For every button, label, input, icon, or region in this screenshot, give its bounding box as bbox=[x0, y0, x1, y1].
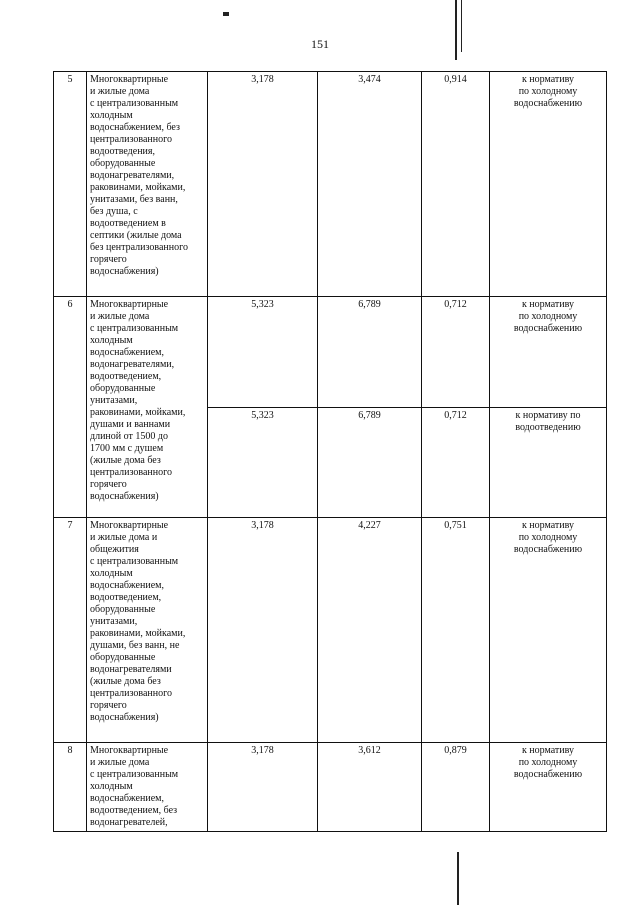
description-line: водоснабжением, bbox=[90, 347, 164, 358]
description-line: централизованного bbox=[90, 134, 172, 145]
note-line: водоснабжению bbox=[513, 544, 583, 555]
housing-description-cell bbox=[87, 743, 208, 832]
description-line: водонагревателями, bbox=[90, 170, 175, 181]
description-line: Многоквартирные bbox=[90, 74, 169, 85]
description-line: оборудованные bbox=[90, 383, 156, 394]
description-line: унитазами, без ванн, bbox=[90, 194, 178, 205]
scan-line-bottom bbox=[457, 852, 459, 905]
scan-line-top bbox=[455, 0, 457, 60]
row-number-cell: 6 bbox=[54, 297, 87, 518]
description-line: раковинами, мойками, bbox=[90, 407, 186, 418]
description-line: общежития bbox=[90, 544, 139, 555]
scan-line-top-2 bbox=[461, 0, 462, 52]
page-number: 151 bbox=[311, 37, 329, 51]
description-line: унитазами, bbox=[90, 395, 138, 406]
scan-speck bbox=[223, 12, 229, 16]
table-body bbox=[54, 72, 607, 832]
note-line: по холодному bbox=[518, 311, 578, 322]
description-line: холодным bbox=[90, 568, 133, 579]
description-line: длиной от 1500 до bbox=[90, 431, 168, 442]
description-line: водоснабжения) bbox=[90, 491, 159, 502]
description-line: водоснабжения) bbox=[90, 266, 159, 277]
description-line: водоотведением, bbox=[90, 371, 162, 382]
row-number-cell: 5 bbox=[54, 72, 87, 297]
note-line: к нормативу по bbox=[515, 410, 581, 421]
value-cell-3: 0,751 bbox=[422, 518, 490, 743]
value-cell-1: 3,178 bbox=[208, 743, 318, 832]
description-line: водонагревателей, bbox=[90, 817, 168, 828]
description-line: водонагревателями bbox=[90, 664, 172, 675]
note-line: водоснабжению bbox=[513, 769, 583, 780]
table-row bbox=[54, 72, 607, 297]
description-line: водоотведения, bbox=[90, 146, 155, 157]
description-line: водонагревателями, bbox=[90, 359, 175, 370]
description-line: Многоквартирные bbox=[90, 520, 169, 531]
description-line: горячего bbox=[90, 700, 127, 711]
description-line: оборудованные bbox=[90, 158, 156, 169]
description-line: холодным bbox=[90, 335, 133, 346]
note-cell bbox=[490, 743, 607, 832]
note-line: водоотведению bbox=[515, 422, 581, 433]
note-cell bbox=[490, 518, 607, 743]
value-cell-3: 0,712 bbox=[422, 297, 490, 408]
description-line: и жилые дома bbox=[90, 311, 150, 322]
description-line: оборудованные bbox=[90, 652, 156, 663]
description-line: Многоквартирные bbox=[90, 745, 169, 756]
value-cell-2: 6,789 bbox=[318, 297, 422, 408]
description-line: (жилые дома без bbox=[90, 676, 161, 687]
description-line: душами, без ванн, не bbox=[90, 640, 180, 651]
value-cell-2: 6,789 bbox=[318, 408, 422, 518]
description-line: горячего bbox=[90, 479, 127, 490]
note-line: к нормативу bbox=[521, 745, 575, 756]
note-cell bbox=[490, 297, 607, 408]
description-line: раковинами, мойками, bbox=[90, 182, 186, 193]
value-cell-3: 0,879 bbox=[422, 743, 490, 832]
description-line: водоотведением, bbox=[90, 592, 162, 603]
description-line: водоснабжением, без bbox=[90, 122, 180, 133]
description-line: водоснабжением, bbox=[90, 793, 164, 804]
description-line: с централизованным bbox=[90, 98, 179, 109]
description-line: и жилые дома bbox=[90, 757, 150, 768]
description-line: централизованного bbox=[90, 688, 172, 699]
value-cell-1: 5,323 bbox=[208, 408, 318, 518]
note-line: по холодному bbox=[518, 532, 578, 543]
description-line: 1700 мм с душем bbox=[90, 443, 164, 454]
value-cell-2: 3,612 bbox=[318, 743, 422, 832]
note-line: по холодному bbox=[518, 757, 578, 768]
description-line: с централизованным bbox=[90, 769, 179, 780]
value-cell-1: 3,178 bbox=[208, 72, 318, 297]
housing-description-cell bbox=[87, 72, 208, 297]
note-cell bbox=[490, 408, 607, 518]
description-line: холодным bbox=[90, 110, 133, 121]
description-line: (жилые дома без bbox=[90, 455, 161, 466]
description-line: с централизованным bbox=[90, 556, 179, 567]
description-line: водоснабжением, bbox=[90, 580, 164, 591]
housing-description-cell bbox=[87, 297, 208, 518]
description-line: без душа, с bbox=[90, 206, 138, 217]
value-cell-2: 3,474 bbox=[318, 72, 422, 297]
description-line: и жилые дома и bbox=[90, 532, 158, 543]
note-line: водоснабжению bbox=[513, 98, 583, 109]
description-line: раковинами, мойками, bbox=[90, 628, 186, 639]
description-line: и жилые дома bbox=[90, 86, 150, 97]
note-line: к нормативу bbox=[521, 74, 575, 85]
housing-description-cell bbox=[87, 518, 208, 743]
row-number-cell: 8 bbox=[54, 743, 87, 832]
value-cell-3: 0,914 bbox=[422, 72, 490, 297]
note-line: к нормативу bbox=[521, 520, 575, 531]
description-line: водоснабжения) bbox=[90, 712, 159, 723]
value-cell-1: 5,323 bbox=[208, 297, 318, 408]
value-cell-3: 0,712 bbox=[422, 408, 490, 518]
description-line: без централизованного bbox=[90, 242, 188, 253]
note-cell bbox=[490, 72, 607, 297]
description-line: горячего bbox=[90, 254, 127, 265]
description-line: унитазами, bbox=[90, 616, 138, 627]
description-line: водоотведением в bbox=[90, 218, 166, 229]
description-line: септики (жилые дома bbox=[90, 230, 182, 241]
row-number-cell: 7 bbox=[54, 518, 87, 743]
note-line: водоснабжению bbox=[513, 323, 583, 334]
table-row bbox=[54, 743, 607, 832]
note-line: по холодному bbox=[518, 86, 578, 97]
table-row bbox=[54, 518, 607, 743]
description-line: с централизованным bbox=[90, 323, 179, 334]
value-cell-2: 4,227 bbox=[318, 518, 422, 743]
note-line: к нормативу bbox=[521, 299, 575, 310]
table-row bbox=[54, 297, 607, 408]
description-line: холодным bbox=[90, 781, 133, 792]
description-line: Многоквартирные bbox=[90, 299, 169, 310]
description-line: централизованного bbox=[90, 467, 172, 478]
norms-table bbox=[53, 71, 607, 832]
description-line: водоотведением, без bbox=[90, 805, 178, 816]
description-line: душами и ваннами bbox=[90, 419, 171, 430]
description-line: оборудованные bbox=[90, 604, 156, 615]
value-cell-1: 3,178 bbox=[208, 518, 318, 743]
